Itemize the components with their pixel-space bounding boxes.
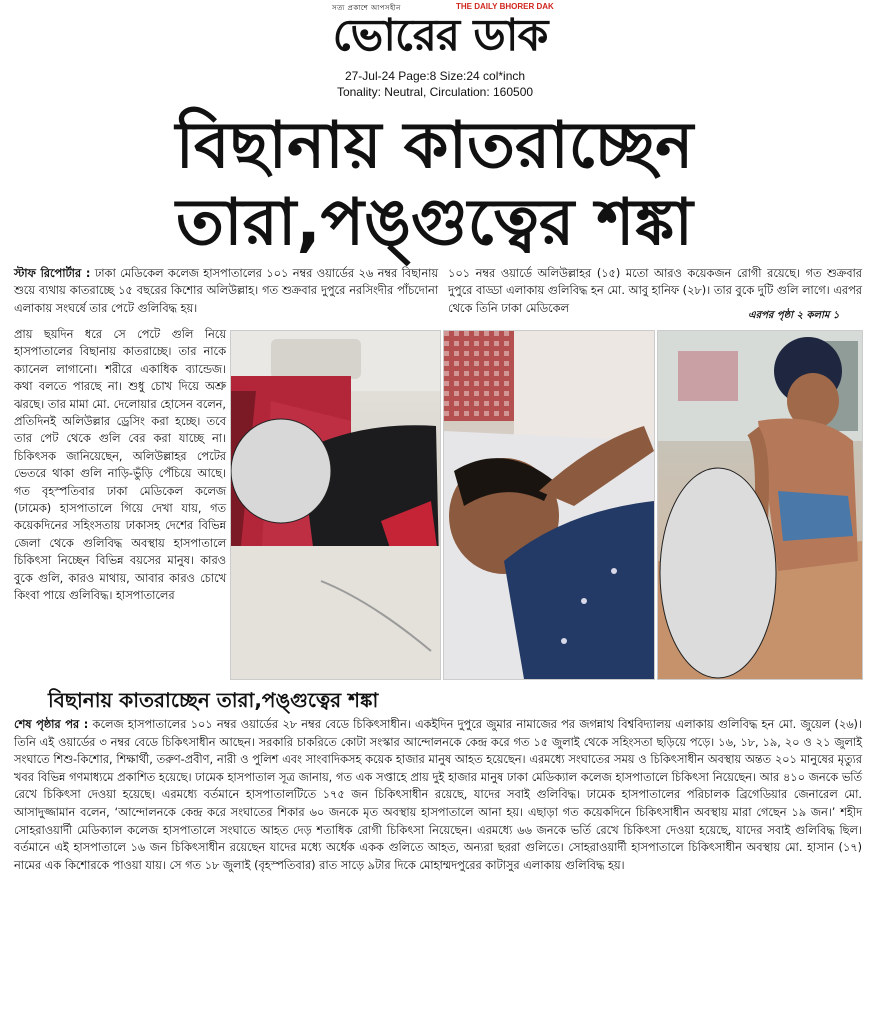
photo-young-man [443, 330, 655, 680]
lead-text: ঢাকা মেডিকেল কলেজ হাসপাতালের ১০১ নম্বর ওয়ার্ডের ২৬ নম্বর বিছানায় শুয়ে ব্যথায় কাতরাচ্ছে ১৫ বছরের কিশোর অলিউল্লাহ। গত শুক্রবার দুপুরে নরসিংদীর পাঁচদোনা এলাকায় সংঘর্ষে তার পেটে গুলিবিদ্ধ হয়। [14, 267, 439, 315]
headline-line2: তারা,পঙ্গুত্বের শঙ্কা [176, 186, 693, 260]
clipping-meta-line1: 27-Jul-24 Page:8 Size:24 col*inch [344, 69, 526, 83]
clipping-meta-line2: Tonality: Neutral, Circulation: 160500 [336, 85, 534, 99]
continuation-headline: বিছানায় কাতরাচ্ছেন তারা,পঙ্গুত্বের শঙ্কা [48, 688, 379, 712]
masthead-tagline: সত্য প্রকাশে আপসহীন [332, 4, 401, 12]
left-column-text: প্রায় ছয়দিন ধরে সে পেটে গুলি নিয়ে হাসপাতালের বিছানায় কাতরাচ্ছে। তার নাকে ক্যানেল লাগানো। শরীরে একাধিক ব্যান্ডেজ। কথা বলতে পারছে না। শুধু চোখ দিয়ে অশ্রু ঝরছে। তার মামা মো. দেলোয়ার হোসেন বলেন, প্রতিদিনই অলিউল্লার ড্রেসিং করা হচ্ছে। তবে তার পেট থেকে গুলি বের করা যাচ্ছে না। চিকিৎসক জানিয়েছেন, অলিউল্লাহর পেটের ভেতরে থাকা গুলি নাড়ি-ভুঁড়ি পেঁচিয়ে আছে। গত বৃহস্পতিবার ঢাকা মেডিকেল কলেজ (ঢামেক) হাসপাতালে গিয়ে দেখা যায়, গত কয়েকদিনের সহিংসতায় ঢাকাসহ দেশের বিভিন্ন জেলা থেকে গুলিবিদ্ধ অবস্থায় হাসপাতালে চিকিৎসা নিচ্ছেন বিভিন্ন বয়সের মানুষ। কারও বুকে গুলি, কারও মাথায়, আবার কারও চোখে কিংবা পায়ে গুলিবিদ্ধ। হাসপাতালের [14, 328, 226, 603]
continuation-text [14, 716, 862, 874]
continued-notice: এরপর পৃষ্ঠা ২ কলাম ১ [748, 310, 840, 321]
continuation-body: কলেজ হাসপাতালের ১০১ নম্বর ওয়ার্ডের ২৮ নম্বর বেডে চিকিৎসাধীন। একইদিন দুপুরে জুমার নামাজের পর জগন্নাথ বিশ্ববিদ্যালয় এলাকায় গুলিবিদ্ধ হন মো. জুয়েল (২৬)। তিনি এই ওয়ার্ডের ৩ নম্বর বেডে চিকিৎসাধীন আছেন। সরকারি চাকরিতে কোটা সংস্কার আন্দোলনকে কেন্দ্র করে গত ১৫ জুলাই থেকে সহিংসতা ছড়িয়ে পড়ে। ১৬, ১৮, ১৯, ২০ ও ২১ জুলাই সংঘাতে শিশু-কিশোর, শিক্ষার্থী, তরুণ-প্রবীণ, নারী ও পুলিশ এবং সাংবাদিকসহ কয়েক হাজার মানুষ আহত হয়েছেন। এরমধ্যে সংঘাতের সময় ও চিকিৎসাধীন অবস্থায় অন্তত ২০১ মানুষের মৃত্যুর খবর বিভিন্ন গণমাধ্যমে প্রকাশিত হয়েছে। ঢামেক হাসপাতাল সূত্র জানায়, গত এক সপ্তাহে প্রায় দুই হাজার মানুষ ঢাকা মেডিক্যাল কলেজ হাসপাতালে চিকিৎসা নিয়েছেন। আর ৪১০ জনকে ভর্তি রেখে চিকিৎসা দেওয়া হয়েছে। এরমধ্যে বর্তমানে হাসপাতালটিতে ১৭৫ জন চিকিৎসাধীন রয়েছে, যাদের সবাই গুলিবিদ্ধ। ঢামেক হাসপাতালের পরিচালক ব্রিগেডিয়ার জেনারেল মো. আসাদুজ্জামান বলেন, ‘আন্দোলনকে কেন্দ্র করে সংঘাতের শিকার ৬০ জনকে মৃত অবস্থায় হাসপাতালে আনা হয়। এছাড়া গত কয়েকদিনে চিকিৎসাধীন অবস্থায় মারা গেছেন ১৯ জন।’ শহীদ সোহরাওয়ার্দী মেডিক্যাল কলেজ হাসপাতালে সংঘাতে আহত দেড় শতাধিক রোগী চিকিৎসা নিয়েছেন। এরমধ্যে ৬৬ জনকে ভর্তি রেখে চিকিৎসা দেওয়া হয়েছে, যাদের সবাই গুলিবিদ্ধ ছিল। বর্তমানে এই হাসপাতালে ১৬ জন চিকিৎসাধীন রয়েছেন যাদের মধ্যে অর্ধেক একক গুলিতে আহত, অন্যরা ছররা গুলিতে। সোহরাওয়ার্দী হাসপাতালে চিকিৎসাধীন অবস্থায় মো. হাসান (১৭) নামের এক কিশোরকে পাওয়া যায়। সে গত ১৮ জুলাই (বৃহস্পতিবার) রাত সাড়ে ৯টার দিকে মোহাম্মদপুরের কাটাসুর এলাকায় গুলিবিদ্ধ হয়। [14, 718, 862, 872]
photo-patient-bed [230, 330, 441, 680]
headline-line1: বিছানায় কাতরাচ্ছেন [175, 109, 694, 183]
lead-paragraph [14, 265, 438, 317]
masthead-logo: ভোরের ডাক [332, 10, 548, 61]
continuation-kicker: শেষ পৃষ্ঠার পর : [14, 718, 89, 731]
lead-kicker: স্টাফ রিপোর্টার : [14, 267, 91, 280]
masthead-english-name: THE DAILY BHORER DAK [456, 2, 554, 11]
right-intro-paragraph: ১০১ নম্বর ওয়ার্ডে অলিউল্লাহর (১৫) মতো আরও কয়েকজন রোগী রয়েছে। গত শুক্রবার দুপুরে বাড্ডা এলাকায় গুলিবিদ্ধ হন মো. আবু হানিফ (২৮)। তার বুকে দুটি গুলি লাগে। এরপর থেকে তিনি ঢাকা মেডিকেল [448, 267, 862, 315]
photo-boy-on-bed [657, 330, 863, 680]
